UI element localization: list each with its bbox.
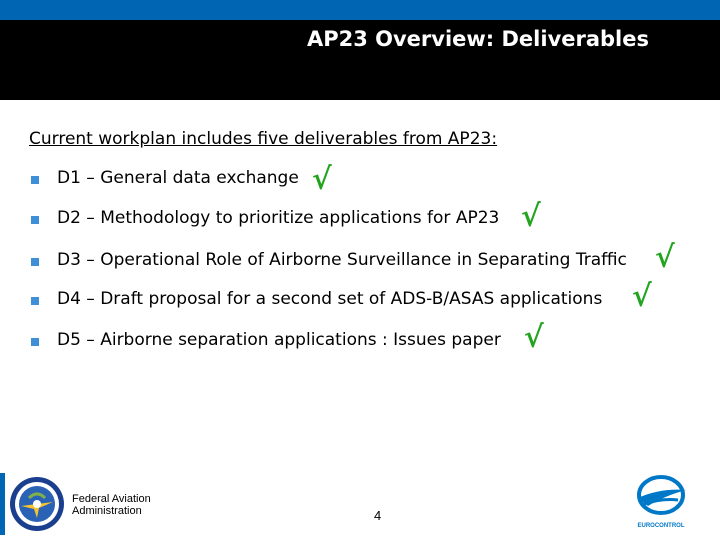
deliverable-label: D2 – Methodology to prioritize applications for AP23	[57, 208, 500, 228]
bullet-icon	[31, 176, 39, 184]
deliverable-label: D1 – General data exchange	[57, 168, 299, 188]
bullet-icon	[31, 297, 39, 305]
check-mark-icon: √	[524, 320, 544, 355]
deliverable-label: D5 – Airborne separation applications : Issues paper	[57, 330, 501, 350]
faa-org-line2: Administration	[72, 505, 142, 517]
check-mark-icon: √	[521, 199, 541, 234]
bullet-icon	[31, 258, 39, 266]
deliverable-label: D3 – Operational Role of Airborne Surveillance in Separating Traffic	[57, 250, 627, 270]
check-mark-icon: √	[312, 162, 332, 197]
svg-text:EUROCONTROL: EUROCONTROL	[637, 523, 685, 529]
check-mark-icon: √	[632, 279, 652, 314]
check-mark-icon: √	[655, 240, 675, 275]
footer-accent-bar	[0, 473, 5, 535]
intro-text: Current workplan includes five deliverables from AP23:	[29, 129, 498, 149]
slide-title: AP23 Overview: Deliverables	[306, 27, 649, 51]
eurocontrol-logo	[630, 470, 692, 532]
bullet-icon	[31, 216, 39, 224]
faa-org-name	[72, 493, 151, 517]
page-number: 4	[374, 508, 382, 523]
faa-org-line1: Federal Aviation	[72, 493, 151, 505]
deliverable-label: D4 – Draft proposal for a second set of ADS-B/ASAS applications	[57, 289, 603, 309]
bullet-icon	[31, 338, 39, 346]
top-accent-strip	[0, 0, 720, 20]
faa-seal-logo	[9, 476, 65, 532]
